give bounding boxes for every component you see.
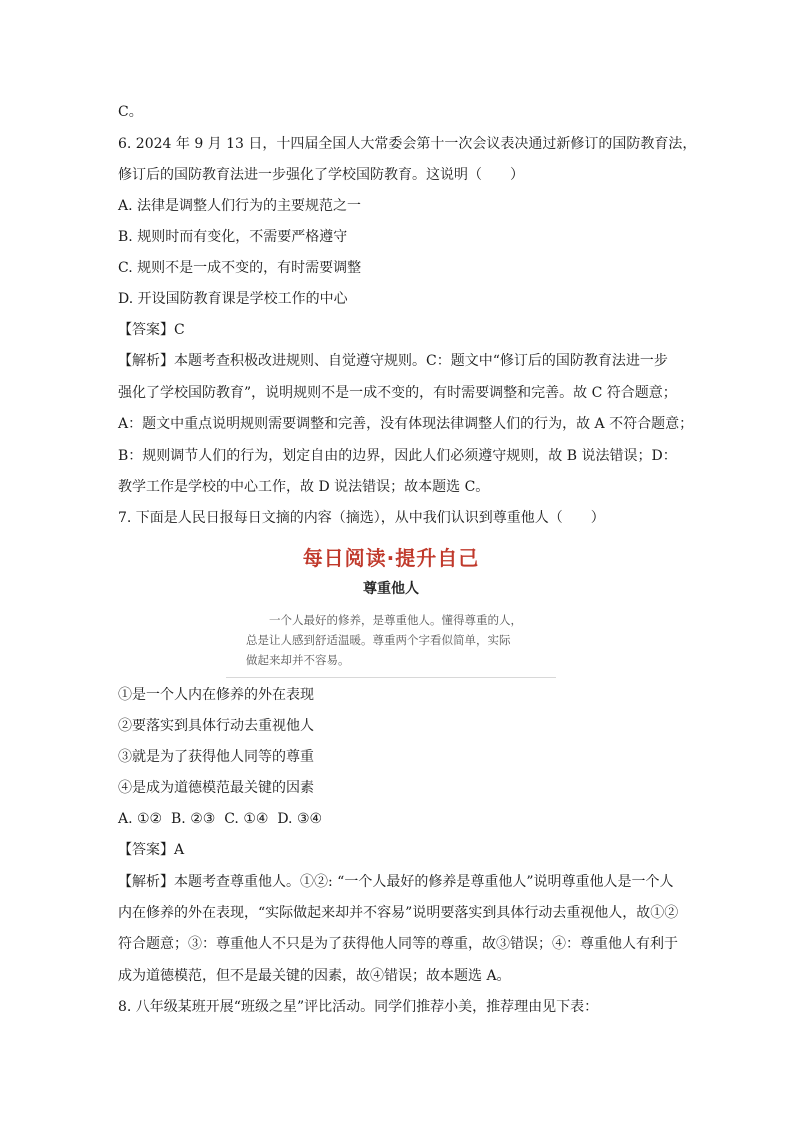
analysis: 教学工作是学校的中心工作，故 D 说法错误；故本题选 C。: [118, 479, 490, 495]
question-6-stem: 6. 2024 年 9 月 13 日，十四届全国人大常委会第十一次会议表决通过新修订的国防教育法，: [118, 136, 697, 152]
analysis: A：题文中重点说明规则需要调整和完善，没有体现法律调整人们的行为，故 A 不符合题意；: [118, 416, 694, 432]
statement-2: ②要落实到具体行动去重视他人: [118, 718, 314, 734]
analysis: B：规则调节人们的行为，划定自由的边界，因此人们必须遵守规则，故 B 说法错误；D：: [118, 448, 677, 464]
figure-body: [246, 610, 546, 670]
figure-subtitle: 尊重他人: [363, 581, 419, 597]
question-8-stem: 8. 八年级某班开展“班级之星”评比活动。同学们推荐小美，推荐理由见下表：: [118, 999, 599, 1015]
figure-body-line: 一个人最好的修养，是尊重他人。懂得尊重的人，: [246, 613, 522, 627]
text-line: C。: [118, 104, 143, 120]
option-c: C. 规则不是一成不变的，有时需要调整: [118, 260, 362, 276]
option-a: A. 法律是调整人们行为的主要规范之一: [118, 198, 362, 214]
analysis: 强化了学校国防教育”，说明规则不是一成不变的，有时需要调整和完善。故 C 符合题意；: [118, 385, 677, 401]
statement-3: ③就是为了获得他人同等的尊重: [118, 749, 314, 765]
question-6-stem: 修订后的国防教育法进一步强化了学校国防教育。这说明（ ）: [118, 167, 524, 183]
option-d: D. 开设国防教育课是学校工作的中心: [118, 291, 348, 307]
figure-divider: [226, 677, 556, 678]
answer: 【答案】C: [118, 322, 185, 338]
analysis: 符合题意；③：尊重他人不只是为了获得他人同等的尊重，故③错误；④：尊重他人有利于: [118, 936, 678, 952]
question-7-stem: 7. 下面是人民日报每日文摘的内容（摘选），从中我们认识到尊重他人（ ）: [118, 510, 605, 526]
analysis: 【解析】本题考查尊重他人。①②: “一个人最好的修养是尊重他人”说明尊重他人是一个人: [118, 874, 674, 890]
figure-body-line: 总是让人感到舒适温暖。尊重两个字看似简单，实际: [246, 633, 511, 647]
analysis: 内在修养的外在表现，“实际做起来却并不容易”说明要落实到具体行动去重视他人，故①②: [118, 905, 679, 921]
statement-4: ④是成为道德模范最关键的因素: [118, 780, 314, 796]
statement-1: ①是一个人内在修养的外在表现: [118, 687, 314, 703]
option-b: B. 规则时而有变化，不需要严格遵守: [118, 229, 348, 245]
options: A. ①② B. ②③ C. ①④ D. ③④: [118, 811, 323, 827]
reading-excerpt-figure: [226, 536, 556, 678]
analysis: 成为道德模范，但不是最关键的因素，故④错误；故本题选 A。: [118, 968, 511, 984]
figure-body-line: 做起来却并不容易。: [246, 653, 350, 667]
answer: 【答案】A: [118, 842, 185, 858]
analysis: 【解析】本题考查积极改进规则、自觉遵守规则。C：题文中“修订后的国防教育法进一步: [118, 353, 668, 369]
figure-title: 每日阅读·提升自己: [302, 546, 480, 570]
